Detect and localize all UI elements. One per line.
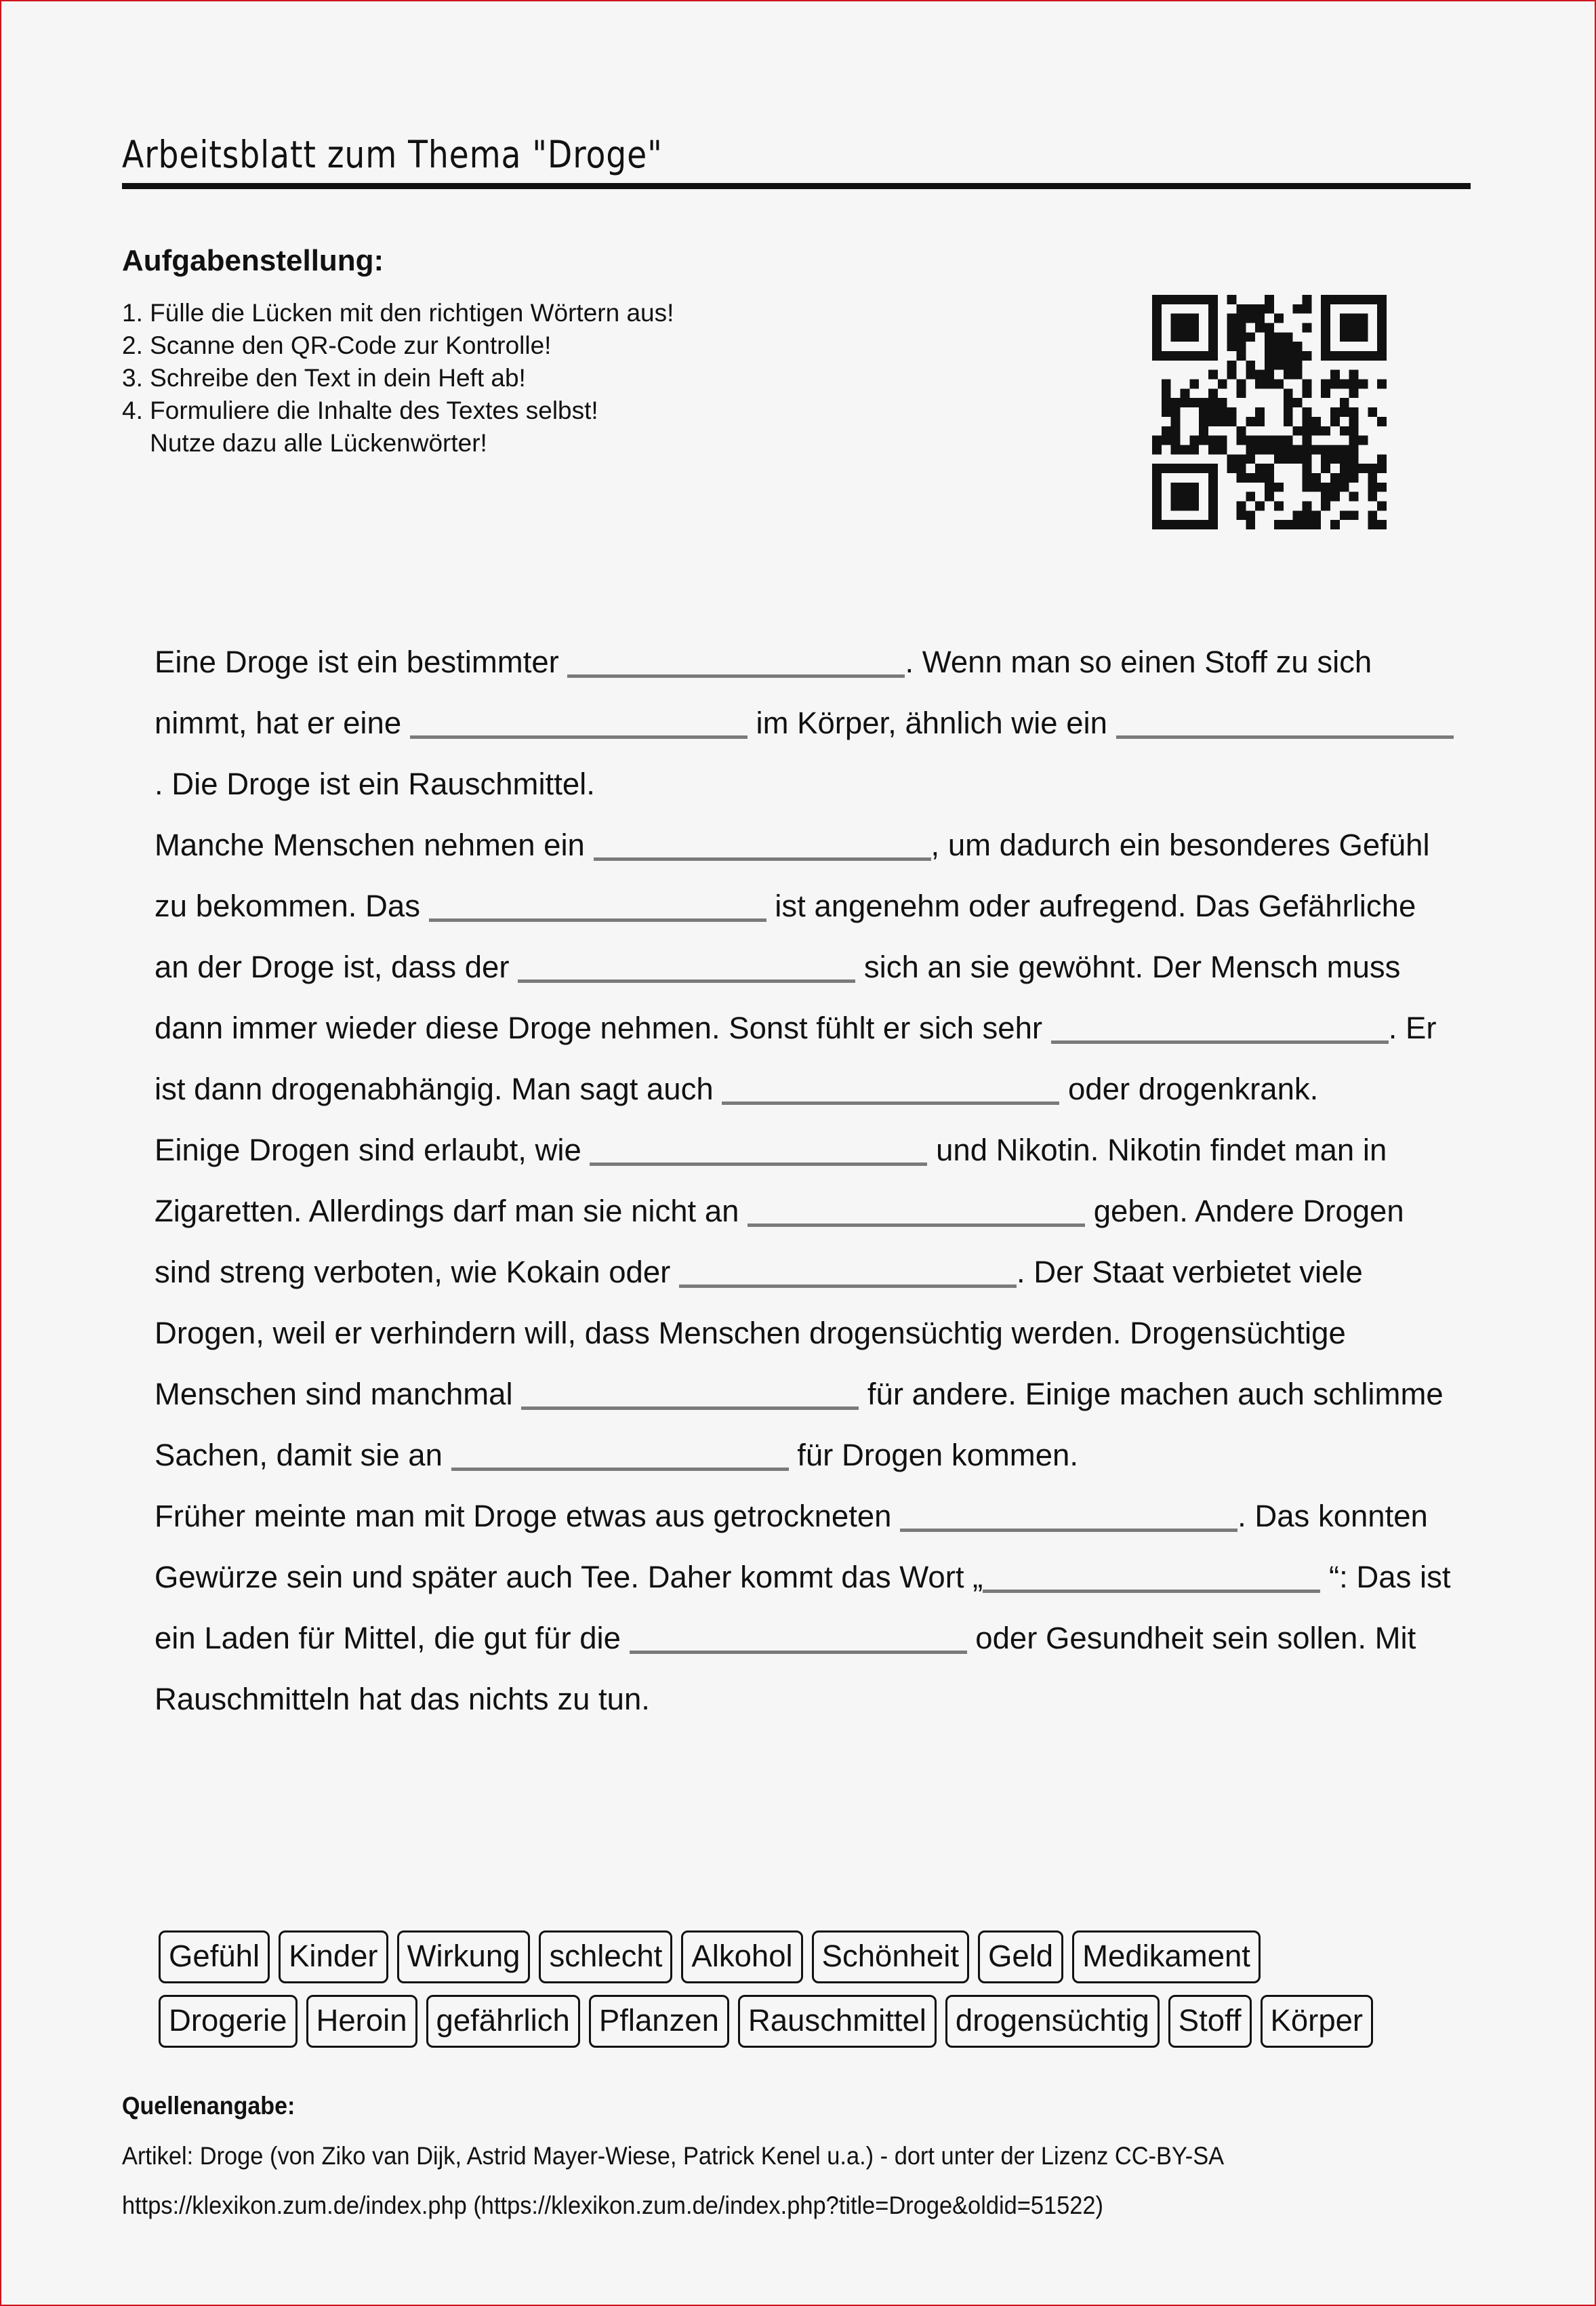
text-segment: oder drogenkrank. <box>1067 1072 1319 1106</box>
blank-field[interactable] <box>748 1192 1085 1227</box>
text-segment: . Das konnten Gewürze sein und später auch Tee. Daher kommt das Wort „ <box>155 1499 1428 1594</box>
text-segment: Einige Drogen sind erlaubt, wie <box>155 1133 581 1167</box>
text-segment: . Der Staat verbietet viele Drogen, weil er verhindern will, dass Menschen drogensüchtig werden. Drogensüchtige Menschen sind manchmal <box>155 1255 1363 1411</box>
blank-field[interactable] <box>900 1497 1237 1532</box>
word-chip[interactable]: Rauschmittel <box>738 1995 937 2048</box>
text-segment: oder Gesundheit sein sollen. Mit Rauschmitteln hat das nichts zu tun. <box>155 1621 1416 1716</box>
source-link[interactable]: https://klexikon.zum.de/index.php (https://klexikon.zum.de/index.php?title=Droge&oldid=51522) <box>122 2191 1103 2219</box>
source-citation: Artikel: Droge (von Ziko van Dijk, Astrid Mayer-Wiese, Patrick Kenel u.a.) - dort unter der Lizenz CC-BY-SA <box>122 2142 1225 2170</box>
source-heading: Quellenangabe: <box>122 2092 295 2120</box>
text-segment: Früher meinte man mit Droge etwas aus getrockneten <box>155 1499 892 1533</box>
word-bank <box>159 1930 1446 2059</box>
word-chip[interactable]: Gefühl <box>159 1930 270 1983</box>
text-segment: und Nikotin. Nikotin findet man in Zigaretten. Allerdings darf man sie nicht an <box>155 1133 1387 1228</box>
blank-field[interactable] <box>451 1436 789 1471</box>
blank-field[interactable] <box>630 1619 967 1654</box>
blank-field[interactable] <box>594 826 931 861</box>
word-chip[interactable]: Pflanzen <box>589 1995 729 2048</box>
text-segment: . Die Droge ist ein Rauschmittel. <box>155 767 595 801</box>
text-segment: für andere. Einige machen auch schlimme Sachen, damit sie an <box>155 1377 1444 1472</box>
text-segment: “: Das ist ein Laden für Mittel, die gut für die <box>155 1560 1451 1655</box>
word-chip[interactable]: Drogerie <box>159 1995 298 2048</box>
text-segment: . Er ist dann drogenabhängig. Man sagt auch <box>155 1011 1437 1106</box>
task-item: 2. Scanne den QR-Code zur Kontrolle! <box>122 331 552 359</box>
cloze-text <box>155 632 1456 1730</box>
word-chip[interactable]: drogensüchtig <box>945 1995 1160 2048</box>
task-list <box>122 297 674 460</box>
word-chip[interactable]: Heroin <box>306 1995 417 2048</box>
text-segment: im Körper, ähnlich wie ein <box>756 706 1107 740</box>
word-chip[interactable]: Kinder <box>279 1930 388 1983</box>
text-segment: . Wenn man so einen Stoff zu sich nimmt, hat er eine <box>155 645 1372 740</box>
text-segment: Eine Droge ist ein bestimmter <box>155 645 559 679</box>
blank-field[interactable] <box>679 1253 1017 1288</box>
qr-code-icon[interactable] <box>1152 295 1387 529</box>
blank-field[interactable] <box>983 1558 1320 1593</box>
text-segment: ist angenehm oder aufregend. Das Gefährliche an der Droge ist, dass der <box>155 889 1416 984</box>
blank-field[interactable] <box>410 704 748 739</box>
word-chip[interactable]: Geld <box>978 1930 1063 1983</box>
text-segment: sich an sie gewöhnt. Der Mensch muss dann immer wieder diese Droge nehmen. Sonst fühlt er sich sehr <box>155 950 1401 1045</box>
task-item: 4. Formuliere die Inhalte des Textes selbst! <box>122 397 598 424</box>
blank-field[interactable] <box>590 1131 927 1166</box>
blank-field[interactable] <box>521 1375 859 1410</box>
text-segment: Manche Menschen nehmen ein <box>155 828 585 862</box>
text-segment: geben. Andere Drogen sind streng verboten, wie Kokain oder <box>155 1194 1404 1289</box>
task-item: 3. Schreibe den Text in dein Heft ab! <box>122 364 526 392</box>
blank-field[interactable] <box>567 643 905 678</box>
text-segment: für Drogen kommen. <box>797 1438 1078 1472</box>
word-chip[interactable]: Medikament <box>1072 1930 1261 1983</box>
blank-field[interactable] <box>1051 1009 1389 1044</box>
blank-field[interactable] <box>722 1070 1059 1105</box>
title-underline <box>122 183 1471 189</box>
task-item: 1. Fülle die Lücken mit den richtigen Wörtern aus! <box>122 299 674 327</box>
word-chip[interactable]: gefährlich <box>426 1995 580 2048</box>
blank-field[interactable] <box>429 887 766 922</box>
page-title: Arbeitsblatt zum Thema "Droge" <box>122 133 663 176</box>
text-segment: , um dadurch ein besonderes Gefühl zu bekommen. Das <box>155 828 1430 923</box>
word-chip[interactable]: Wirkung <box>397 1930 531 1983</box>
word-chip[interactable]: Alkohol <box>681 1930 802 1983</box>
word-chip[interactable]: Stoff <box>1168 1995 1252 2048</box>
word-chip[interactable]: Körper <box>1261 1995 1374 2048</box>
blank-field[interactable] <box>1116 704 1454 739</box>
word-chip[interactable]: schlecht <box>539 1930 672 1983</box>
word-chip[interactable]: Schönheit <box>812 1930 969 1983</box>
task-heading: Aufgabenstellung: <box>122 244 384 277</box>
task-item: Nutze dazu alle Lückenwörter! <box>122 429 487 457</box>
blank-field[interactable] <box>518 948 855 983</box>
word-bank-row <box>159 1930 1446 1983</box>
word-bank-row <box>159 1995 1446 2048</box>
